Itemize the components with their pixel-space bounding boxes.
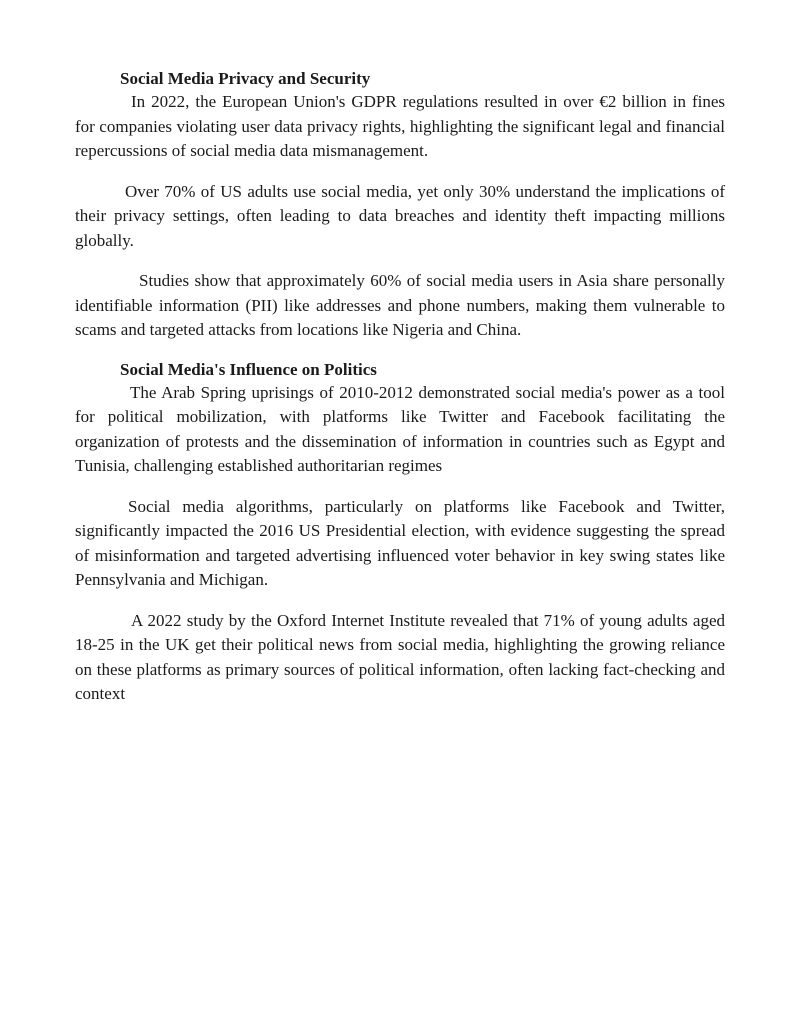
paragraph: In 2022, the European Union's GDPR regulations resulted in over €2 billion in fines for companies violating user data privacy rights, highlighting the significant legal and financial repercussions of social media data mismanagement. [75, 92, 725, 160]
section-heading: Social Media Privacy and Security [120, 69, 371, 88]
paragraph: Over 70% of US adults use social media, yet only 30% understand the implications of their privacy settings, often leading to data breaches and identity theft impacting millions globally. [75, 181, 725, 250]
section-influence-politics [75, 359, 725, 707]
document-page [75, 68, 725, 707]
paragraph: The Arab Spring uprisings of 2010-2012 demonstrated social media's power as a tool for political mobilization, with platforms like Twitter and Facebook facilitating the organization of protests and the dissemination of information in countries such as Egypt and Tunisia, challenging established authoritarian regimes [75, 382, 725, 475]
paragraph: Studies show that approximately 60% of social media users in Asia share personally identifiable information (PII) like addresses and phone numbers, making them vulnerable to scams and targeted attacks from locations like Nigeria and China. [75, 271, 725, 339]
section-heading: Social Media's Influence on Politics [120, 359, 377, 379]
paragraph: Social media algorithms, particularly on platforms like Facebook and Twitter, significantly impacted the 2016 US Presidential election, with evidence suggesting the spread of misinformation and targeted advertising influenced voter behavior in key swing states like Pennsylvania and Michigan. [75, 496, 725, 589]
paragraph: A 2022 study by the Oxford Internet Institute revealed that 71% of young adults aged 18-25 in the UK get their political news from social media, highlighting the growing reliance on these platforms as primary sources of political information, often lacking fact-checking and context [75, 610, 725, 703]
section-privacy-security [75, 68, 725, 343]
